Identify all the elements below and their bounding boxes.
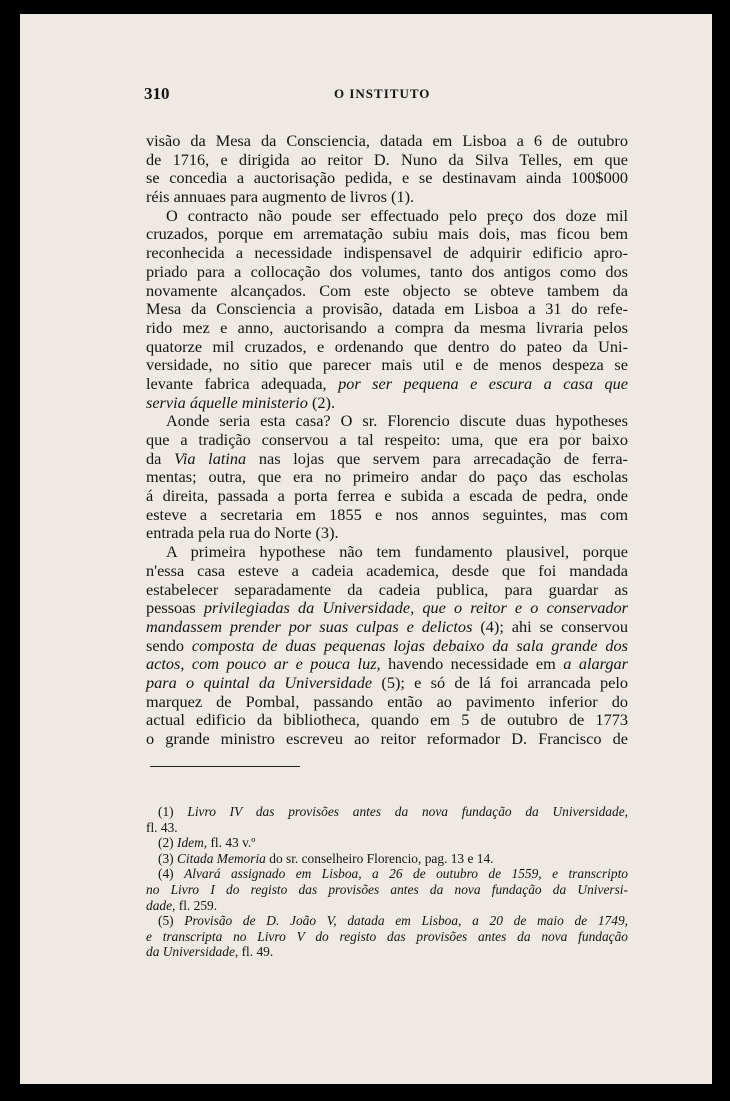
footnote-text: do sr. conselheiro Florencio, pag. 13 e 14. [269,850,494,866]
text-line: á direita, passada a porta ferrea e subida a escada de pedra, onde [146,486,628,506]
text-line: marquez de Pombal, passando então ao pavimento inferior do [146,691,628,711]
footnote-divider [150,766,300,767]
footnote-number: (4) [158,866,174,882]
running-title: O INSTITUTO [334,86,431,101]
text-line: estabelecer separadamente da cadeia publica, para guardar as [146,579,628,599]
text-line [146,637,628,656]
text-span: (5); e só de lá foi arrancada pelo [381,672,629,692]
text-line [146,655,628,674]
text-span: pessoas [146,598,196,618]
footnotes [146,804,628,960]
text-line: A primeira hypothese não tem fundamento plausivel, porque [166,542,628,562]
footnote-line: e transcripta no Livro V do registo das provisões antes da nova fundação [146,928,628,944]
italic-quote: privilegiadas da Universidade, que o reitor e o conservador [203,598,628,618]
footnote-source: Citada Memoria [176,850,266,866]
text-line: actual edificio da bibliotheca, quando em 5 de outubro de 1773 [146,710,628,730]
footnote-line [146,851,628,867]
text-line: esteve a secretaria em 1855 e nos annos seguintes, mas com [146,504,628,524]
italic-quote: composta de duas pequenas lojas debaixo da sala grande dos [191,635,628,655]
text-line: versidade, no sitio que parecer mais util e de menos despeza se [146,355,628,375]
italic-quote: para o quintal da Universidade [146,672,373,692]
text-span: levante fabrica adequada, [146,373,327,393]
footnote-text: fl. 259. [178,897,218,913]
text-line: cruzados, porque em arrematação subiu mais dois, mas ficou bem [146,224,628,244]
italic-quote: mandassem prender por suas culpas e delictos [146,616,473,636]
text-line: Mesa da Consciencia a provisão, datada em Lisboa a 31 do refe- [146,299,628,319]
footnote-text: fl. 43 v.º [210,835,256,851]
footnote-source: Livro IV das provisões antes da nova fundação da Universidade, [187,804,628,819]
footnote-source: dade, [146,897,176,913]
italic-quote: por ser pequena e escura a casa que [338,373,628,393]
footnote-ref: (2). [311,392,336,412]
footnote-line [146,944,628,960]
text-line: se concedia a auctorisação pedida, e se destinavam ainda 100$000 [146,168,628,188]
running-head [144,84,644,106]
text-line [146,674,628,693]
italic-quote: a alargar [563,654,628,674]
footnote-line: no Livro I do registo das provisões antes da nova fundação da Universi- [146,881,628,897]
italic-quote: servia áquelle ministerio [146,392,308,412]
text-line: n'essa casa esteve a cadeia academica, desde que foi mandada [146,560,628,580]
text-line: reconhecida a necessidade indispensavel de adquirir edificio apro- [146,243,628,263]
footnote-line [146,913,628,929]
text-span: sendo [146,635,184,655]
text-span: (4); ahi se conservou [480,616,628,636]
text-line: Aonde seria esta casa? O sr. Florencio discute duas hypotheses [166,411,628,431]
footnote-source: Alvará assignado em Lisboa, a 26 de outubro de 1559, e transcripto [184,866,628,882]
text-line: priado para a collocação dos volumes, tanto dos antigos como dos [146,261,628,281]
footnote-number: (5) [158,913,174,929]
footnote-line [146,866,628,882]
text-span: havendo necessidade em [388,654,556,674]
footnote-line [146,804,628,820]
footnote-line [146,835,628,851]
footnote-source: Idem, [176,835,208,851]
text-line [146,394,628,413]
body-text [146,132,628,749]
footnote-text: fl. 49. [241,944,274,960]
footnote-line: fl. 43. [146,819,178,835]
text-line: de 1716, e dirigida ao reitor D. Nuno da Silva Telles, em que [146,149,628,169]
footnote-line [146,898,628,914]
text-line [146,450,628,469]
text-line [146,375,628,394]
text-span: da [146,448,162,468]
text-span: nas lojas que servem para arrecadação de ferra- [258,448,628,468]
text-line: que a tradição conservou a tal respeito: uma, que era por baixo [146,430,628,449]
text-line: entrada pela rua do Norte (3). [146,523,339,543]
footnote-number: (2) [158,835,174,851]
italic-term: Via latina [174,448,247,468]
footnote-number: (1) [158,804,174,819]
text-line: visão da Mesa da Consciencia, datada em Lisboa a 6 de outubro [146,131,628,150]
footnote-source: Provisão de D. João V, datada em Lisboa, a 20 de maio de 1749, [184,913,628,929]
footnote-number: (3) [158,850,174,866]
text-line: o grande ministro escreveu ao reitor reformador D. Francisco de [146,729,628,748]
text-line: mentas; outra, que era no primeiro andar do paço das escholas [146,467,628,487]
footnote-source: da Universidade, [146,944,239,960]
text-line: rido mez e anno, auctorisando a compra da mesma livraria pelos [146,317,628,337]
text-line: novamente alcançados. Com este objecto se obteve tambem da [146,280,628,300]
text-line: O contracto não poude ser effectuado pelo preço dos doze mil [166,205,628,225]
text-line [146,618,628,637]
page-number: 310 [144,84,170,103]
book-page [20,14,712,1084]
text-line: réis annuaes para augmento de livros (1). [146,187,415,207]
text-line [146,599,628,618]
text-line: quatorze mil cruzados, e ordenando que dentro do pateo da Uni- [146,336,628,356]
italic-quote: actos, com pouco ar e pouca luz, [146,654,381,674]
